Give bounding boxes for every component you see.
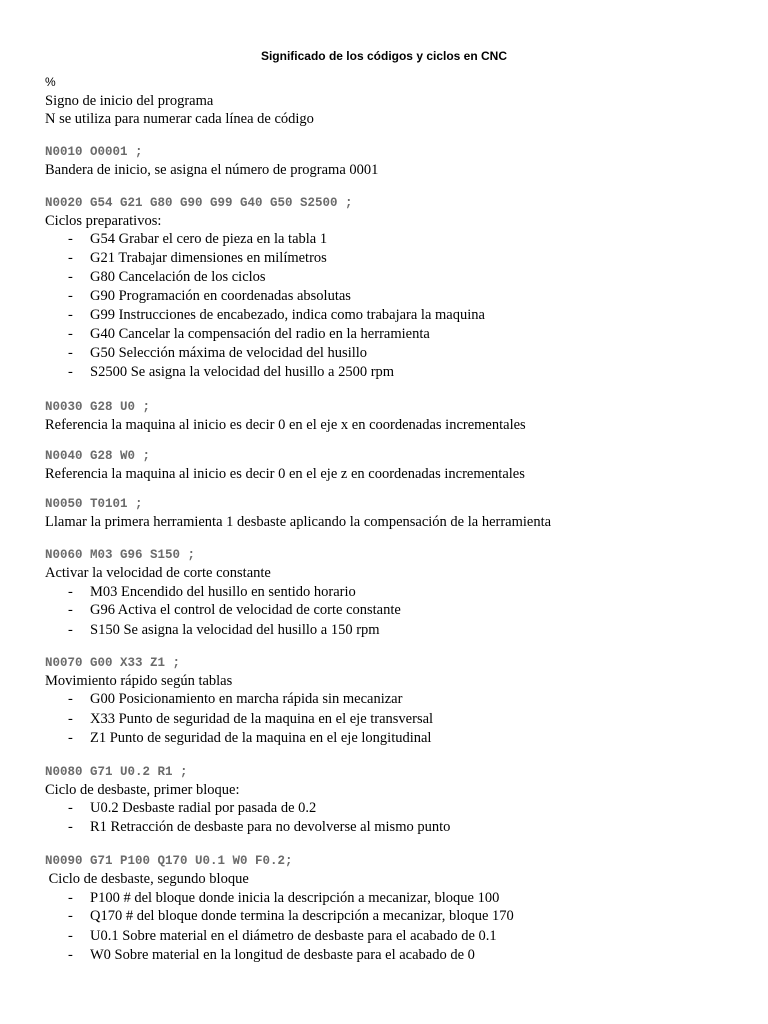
code-description: Referencia la maquina al inicio es decir 0 en el eje x en coordenadas incrementales <box>45 417 526 433</box>
bullet-dash: - <box>68 890 73 906</box>
bullet-dash: - <box>68 819 73 835</box>
bullet-dash: - <box>68 800 73 816</box>
bullet-dash: - <box>68 730 73 746</box>
code-line: N0030 G28 U0 ; <box>45 400 151 414</box>
code-line: N0020 G54 G21 G80 G90 G99 G40 G50 S2500 ; <box>45 196 353 210</box>
list-item: - G40 Cancelar la compensación del radio en la herramienta <box>68 326 430 342</box>
code-description: Activar la velocidad de corte constante <box>45 565 271 581</box>
list-item: - S150 Se asigna la velocidad del husillo a 150 rpm <box>68 622 380 638</box>
list-item: - G99 Instrucciones de encabezado, indica como trabajara la maquina <box>68 307 485 323</box>
list-item: - G21 Trabajar dimensiones en milímetros <box>68 250 327 266</box>
code-line: N0050 T0101 ; <box>45 497 143 511</box>
list-item: - G90 Programación en coordenadas absolutas <box>68 288 351 304</box>
bullet-dash: - <box>68 928 73 944</box>
bullet-dash: - <box>68 947 73 963</box>
bullet-dash: - <box>68 269 73 285</box>
page-title: Significado de los códigos y ciclos en CNC <box>260 49 508 63</box>
code-line: N0070 G00 X33 Z1 ; <box>45 656 181 670</box>
intro-line-start: Signo de inicio del programa <box>45 93 214 109</box>
code-description: Ciclos preparativos: <box>45 213 162 229</box>
list-item: - Z1 Punto de seguridad de la maquina en el eje longitudinal <box>68 730 432 746</box>
list-item: - S2500 Se asigna la velocidad del husillo a 2500 rpm <box>68 364 395 380</box>
code-description: Bandera de inicio, se asigna el número de programa 0001 <box>45 162 379 178</box>
list-item: - R1 Retracción de desbaste para no devolverse al mismo punto <box>68 819 451 835</box>
list-item: - P100 # del bloque donde inicia la descripción a mecanizar, bloque 100 <box>68 890 500 906</box>
list-item: - Q170 # del bloque donde termina la descripción a mecanizar, bloque 170 <box>68 908 514 924</box>
list-item: - U0.2 Desbaste radial por pasada de 0.2 <box>68 800 317 816</box>
code-description: Referencia la maquina al inicio es decir 0 en el eje z en coordenadas incrementales <box>45 466 525 482</box>
bullet-dash: - <box>68 345 73 361</box>
bullet-dash: - <box>68 584 73 600</box>
list-item: - M03 Encendido del husillo en sentido horario <box>68 584 356 600</box>
code-line: N0010 O0001 ; <box>45 145 143 159</box>
code-line: N0080 G71 U0.2 R1 ; <box>45 765 188 779</box>
list-item: - G00 Posicionamiento en marcha rápida sin mecanizar <box>68 691 403 707</box>
bullet-dash: - <box>68 908 73 924</box>
code-description: Ciclo de desbaste, segundo bloque <box>45 871 249 887</box>
list-item: - G50 Selección máxima de velocidad del husillo <box>68 345 368 361</box>
list-item: - G80 Cancelación de los ciclos <box>68 269 266 285</box>
bullet-dash: - <box>68 691 73 707</box>
bullet-dash: - <box>68 326 73 342</box>
bullet-dash: - <box>68 250 73 266</box>
code-description: Llamar la primera herramienta 1 desbaste aplicando la compensación de la herramienta <box>45 514 552 530</box>
percent-sign: % <box>45 75 56 89</box>
bullet-dash: - <box>68 622 73 638</box>
bullet-dash: - <box>68 288 73 304</box>
code-line: N0040 G28 W0 ; <box>45 449 151 463</box>
code-line: N0060 M03 G96 S150 ; <box>45 548 196 562</box>
bullet-dash: - <box>68 602 73 618</box>
code-description: Ciclo de desbaste, primer bloque: <box>45 782 240 798</box>
list-item: - G54 Grabar el cero de pieza en la tabla 1 <box>68 231 328 247</box>
code-line: N0090 G71 P100 Q170 U0.1 W0 F0.2; <box>45 854 293 868</box>
list-item: - U0.1 Sobre material en el diámetro de desbaste para el acabado de 0.1 <box>68 928 497 944</box>
list-item: - G96 Activa el control de velocidad de corte constante <box>68 602 401 618</box>
intro-line-numbering: N se utiliza para numerar cada línea de código <box>45 111 314 127</box>
bullet-dash: - <box>68 711 73 727</box>
list-item: - X33 Punto de seguridad de la maquina en el eje transversal <box>68 711 434 727</box>
list-item: - W0 Sobre material en la longitud de desbaste para el acabado de 0 <box>68 947 475 963</box>
bullet-dash: - <box>68 231 73 247</box>
bullet-dash: - <box>68 307 73 323</box>
code-description: Movimiento rápido según tablas <box>45 673 233 689</box>
bullet-dash: - <box>68 364 73 380</box>
